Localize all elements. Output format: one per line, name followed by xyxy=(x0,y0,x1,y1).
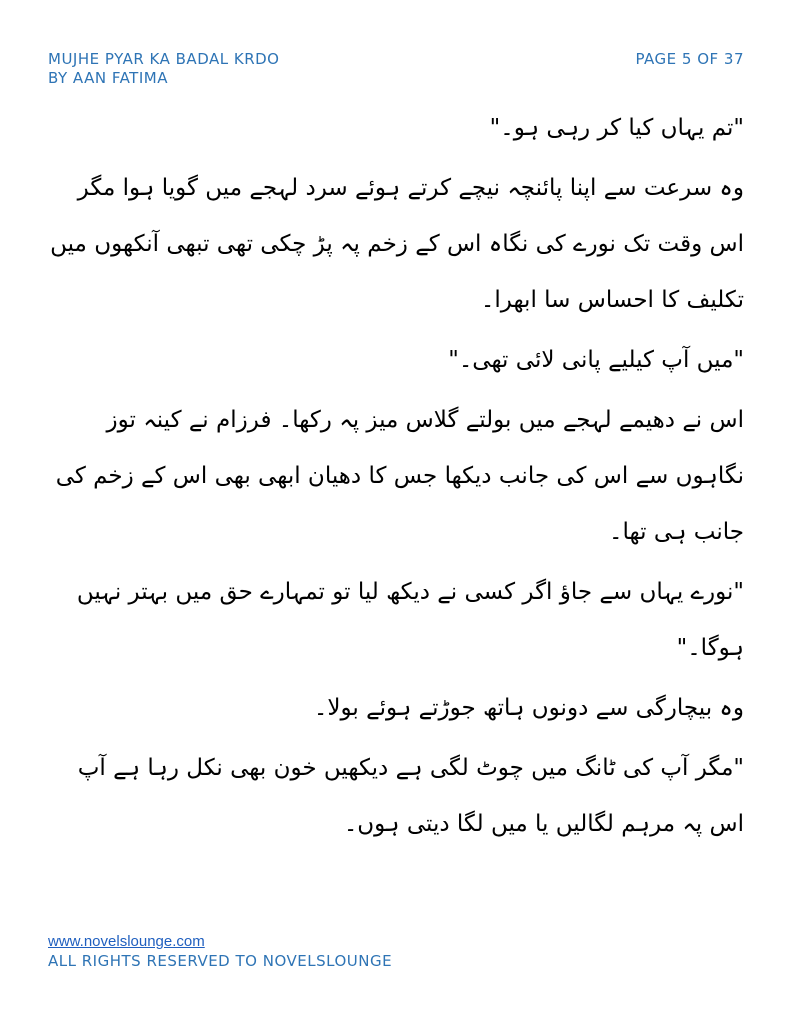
website-link[interactable]: www.novelslounge.com xyxy=(48,933,205,950)
document-header xyxy=(48,50,279,88)
paragraph: وہ سرعت سے اپنا پائنچہ نیچے کرتے ہوئے سرد لہجے میں گویا ہوا مگر اس وقت تک نورے کی نگاہ اس کے زخم پہ پڑ چکی تھی تبھی آنکھوں میں تکلیف کا احساس سا ابھرا۔ xyxy=(50,175,744,313)
document-footer xyxy=(48,932,392,971)
rights-notice: ALL RIGHTS RESERVED TO NOVELSLOUNGE xyxy=(48,952,393,970)
document-body xyxy=(48,100,744,856)
paragraph: "میں آپ کیلیے پانی لائی تھی۔" xyxy=(448,347,744,373)
novel-title: MUJHE PYAR KA BADAL KRDO xyxy=(48,50,280,68)
paragraph: اس نے دھیمے لہجے میں بولتے گلاس میز پہ رکھا۔ فرزام نے کینہ توز نگاہوں سے اس کی جانب دیکھا جس کا دھیان ابھی بھی اس کے زخم کی جانب ہی تھا۔ xyxy=(55,407,744,545)
paragraph: "نورے یہاں سے جاؤ اگر کسی نے دیکھ لیا تو تمہارے حق میں بہتر نہیں ہوگا۔" xyxy=(76,579,744,661)
paragraph: وہ بیچارگی سے دونوں ہاتھ جوڑتے ہوئے بولا۔ xyxy=(313,695,744,721)
author-name: BY AAN FATIMA xyxy=(48,69,168,87)
paragraph: "تم یہاں کیا کر رہی ہو۔" xyxy=(489,115,744,141)
page-number: PAGE 5 OF 37 xyxy=(635,50,744,68)
paragraph: "مگر آپ کی ٹانگ میں چوٹ لگی ہے دیکھیں خون بھی نکل رہا ہے آپ اس پہ مرہم لگالیں یا میں لگا دیتی ہوں۔ xyxy=(77,755,744,837)
